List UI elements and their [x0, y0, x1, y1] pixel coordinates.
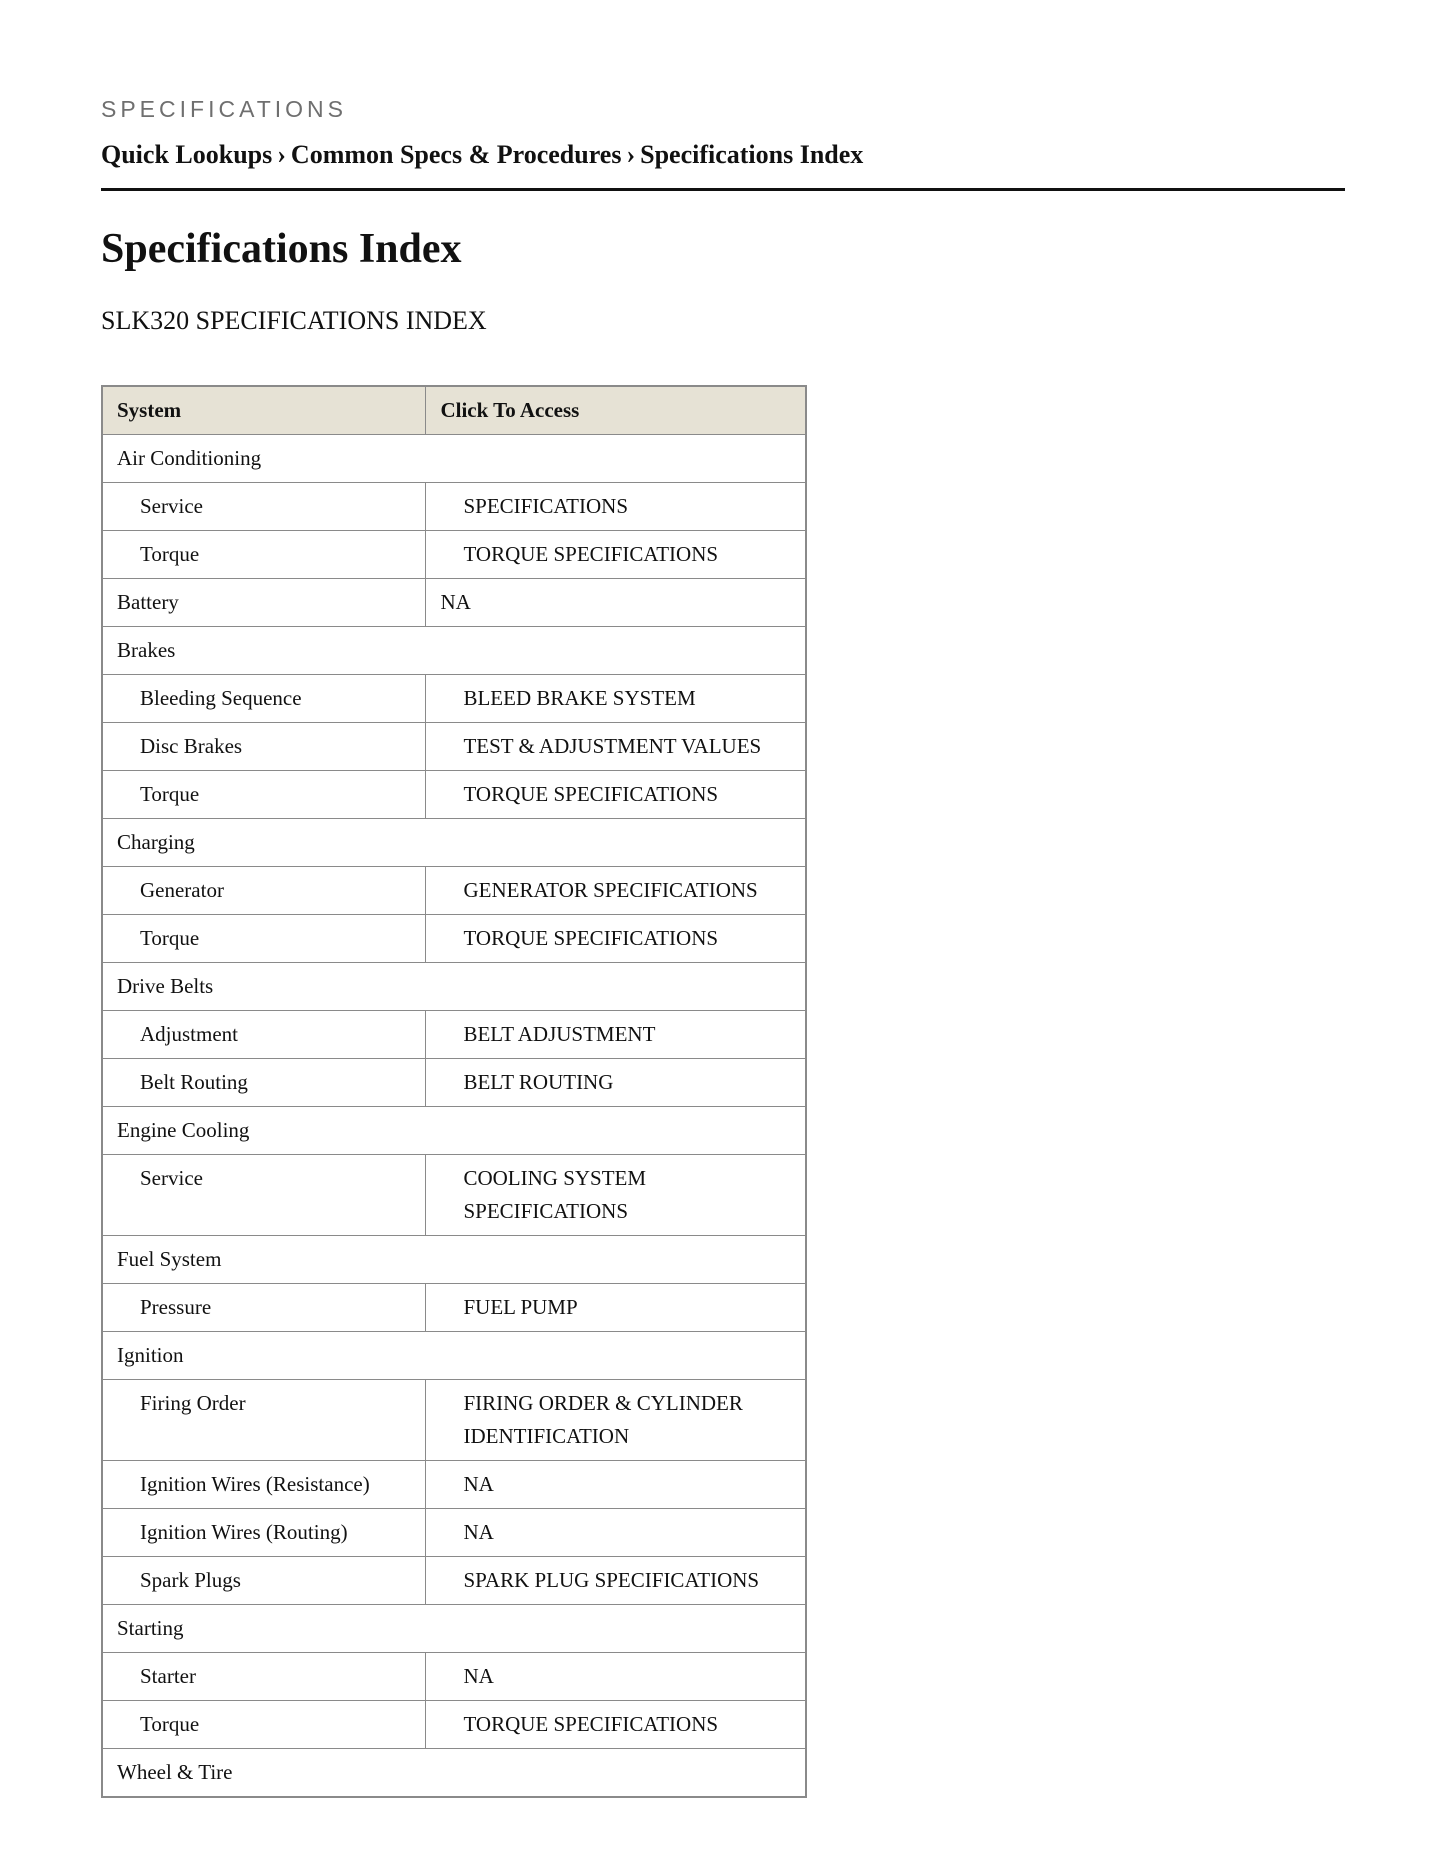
access-link[interactable]: TORQUE SPECIFICATIONS [426, 771, 806, 819]
table-group-row [102, 1332, 806, 1380]
breadcrumb-separator: › [626, 140, 636, 169]
breadcrumb-item-quick-lookups[interactable]: Quick Lookups [101, 140, 273, 169]
system-cell: Firing Order [102, 1380, 426, 1461]
system-cell: Adjustment [102, 1011, 426, 1059]
system-group-label: Fuel System [102, 1236, 806, 1284]
table-row [102, 1380, 806, 1461]
system-cell: Service [102, 483, 426, 531]
table-row [102, 771, 806, 819]
access-link[interactable]: SPARK PLUG SPECIFICATIONS [426, 1557, 806, 1605]
system-group-label: Charging [102, 819, 806, 867]
access-link[interactable]: TORQUE SPECIFICATIONS [426, 1701, 806, 1749]
access-link[interactable]: GENERATOR SPECIFICATIONS [426, 867, 806, 915]
system-cell: Service [102, 1155, 426, 1236]
table-row [102, 483, 806, 531]
column-header-access: Click To Access [426, 386, 806, 435]
table-body [102, 435, 806, 1798]
section-eyebrow: SPECIFICATIONS [101, 96, 347, 122]
access-link[interactable]: BELT ADJUSTMENT [426, 1011, 806, 1059]
breadcrumb-item-current: Specifications Index [640, 140, 864, 169]
specifications-table [101, 385, 807, 1798]
access-link: NA [426, 579, 806, 627]
table-group-row [102, 627, 806, 675]
system-cell: Ignition Wires (Routing) [102, 1509, 426, 1557]
access-link: NA [426, 1509, 806, 1557]
system-cell: Torque [102, 915, 426, 963]
table-group-row [102, 1749, 806, 1798]
system-cell: Starter [102, 1653, 426, 1701]
table-row [102, 675, 806, 723]
table-row [102, 1509, 806, 1557]
table-row [102, 723, 806, 771]
table-group-row [102, 1236, 806, 1284]
table-group-row [102, 1605, 806, 1653]
system-cell: Disc Brakes [102, 723, 426, 771]
access-link[interactable]: SPECIFICATIONS [426, 483, 806, 531]
system-cell: Torque [102, 771, 426, 819]
table-row [102, 867, 806, 915]
breadcrumb-item-common-specs[interactable]: Common Specs & Procedures [290, 140, 622, 169]
table-row [102, 1653, 806, 1701]
access-link[interactable]: TORQUE SPECIFICATIONS [426, 915, 806, 963]
table-row [102, 1011, 806, 1059]
system-group-label: Engine Cooling [102, 1107, 806, 1155]
access-link[interactable]: FIRING ORDER & CYLINDER IDENTIFICATION [426, 1380, 806, 1461]
page-title: Specifications Index [101, 226, 462, 272]
system-cell: Battery [102, 579, 426, 627]
breadcrumb-separator: › [277, 140, 286, 169]
breadcrumb [101, 138, 1345, 191]
table-row [102, 1557, 806, 1605]
table-row [102, 915, 806, 963]
table-row [102, 1701, 806, 1749]
table-group-row [102, 1107, 806, 1155]
table-row [102, 531, 806, 579]
system-group-label: Ignition [102, 1332, 806, 1380]
table-group-row [102, 435, 806, 483]
system-cell: Generator [102, 867, 426, 915]
table-row [102, 1155, 806, 1236]
table-row [102, 579, 806, 627]
table-header-row [102, 386, 806, 435]
table-group-row [102, 819, 806, 867]
system-cell: Torque [102, 1701, 426, 1749]
access-link: NA [426, 1461, 806, 1509]
column-header-system: System [102, 386, 426, 435]
system-cell: Bleeding Sequence [102, 675, 426, 723]
system-group-label: Air Conditioning [102, 435, 806, 483]
system-group-label: Brakes [102, 627, 806, 675]
access-link[interactable]: BLEED BRAKE SYSTEM [426, 675, 806, 723]
page-subtitle: SLK320 SPECIFICATIONS INDEX [101, 306, 487, 335]
access-link[interactable]: FUEL PUMP [426, 1284, 806, 1332]
system-cell: Pressure [102, 1284, 426, 1332]
table-group-row [102, 963, 806, 1011]
system-cell: Torque [102, 531, 426, 579]
table-row [102, 1284, 806, 1332]
access-link[interactable]: BELT ROUTING [426, 1059, 806, 1107]
system-group-label: Starting [102, 1605, 806, 1653]
system-cell: Ignition Wires (Resistance) [102, 1461, 426, 1509]
table-row [102, 1059, 806, 1107]
access-link: NA [426, 1653, 806, 1701]
access-link[interactable]: TEST & ADJUSTMENT VALUES [426, 723, 806, 771]
system-group-label: Wheel & Tire [102, 1749, 806, 1798]
table-row [102, 1461, 806, 1509]
access-link[interactable]: TORQUE SPECIFICATIONS [426, 531, 806, 579]
system-cell: Belt Routing [102, 1059, 426, 1107]
access-link[interactable]: COOLING SYSTEM SPECIFICATIONS [426, 1155, 806, 1236]
system-group-label: Drive Belts [102, 963, 806, 1011]
system-cell: Spark Plugs [102, 1557, 426, 1605]
